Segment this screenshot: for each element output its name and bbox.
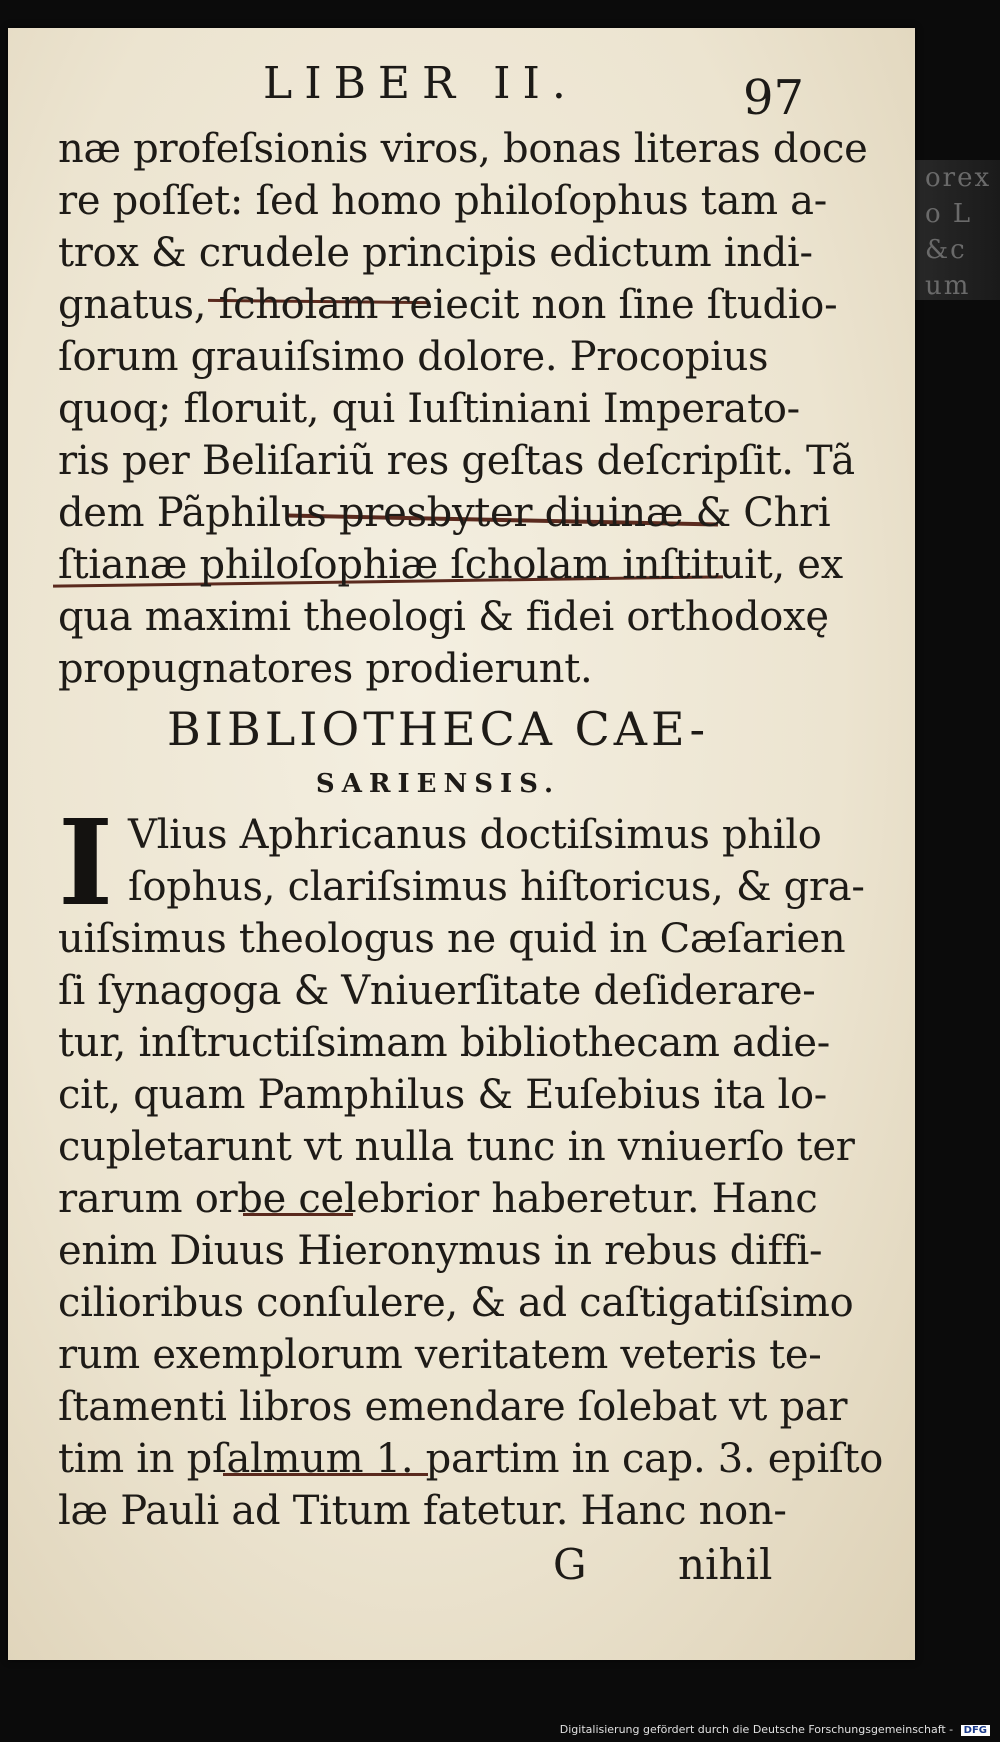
drop-cap-paragraph [58, 793, 865, 932]
text-line: quoq; floruit, qui Iuſtiniani Imperato- [58, 386, 800, 432]
text-line: Vlius Aphricanus doctiſsimus philo [128, 812, 822, 858]
section-subheading: SARIENSIS. [315, 769, 561, 799]
page-footer-marks [58, 1537, 818, 1593]
drop-cap: I [58, 793, 114, 932]
text-line: cupletarunt vt nulla tunc in vniuerſo ter [58, 1124, 855, 1170]
text-line: ſtamenti libros emendare ſolebat vt par [58, 1384, 848, 1430]
text-line: propugnatores prodierunt. [58, 646, 593, 692]
text-line: rum exemplorum veritatem veteris te- [58, 1332, 822, 1378]
adjacent-line: o L [925, 199, 973, 229]
text-line: ſorum grauiſsimo dolore. Procopius [58, 334, 769, 380]
text-line: læ Pauli ad Titum fatetur. Hanc non- [58, 1488, 787, 1534]
text-line: re poſſet: ſed homo philoſophus tam a- [58, 178, 827, 224]
page-number: 97 [743, 70, 805, 126]
text-line: trox & crudele principis edictum indi- [58, 230, 813, 276]
text-line: dem Pãphilus presbyter diuinæ & Chri [58, 490, 831, 536]
main-text [58, 123, 883, 1593]
adjacent-line: &c [925, 235, 967, 265]
text-line: ſophus, clariſsimus hiſtoricus, & gra- [128, 864, 865, 910]
text-line: rarum orbe celebrior haberetur. Hanc [58, 1176, 818, 1222]
adjacent-line: orex [925, 163, 992, 193]
text-line: qua maximi theologi & fidei orthodoxę [58, 594, 829, 640]
book-page [8, 28, 915, 1660]
text-line: cit, quam Pamphilus & Euſebius ita lo- [58, 1072, 827, 1118]
text-line: gnatus, ſcholam reiecit non ſine ſtudio- [58, 282, 838, 328]
text-line: ſtianæ philoſophiæ ſcholam inſtituit, ex [58, 542, 843, 588]
text-line: tur, inſtructiſsimam bibliothecam adie- [58, 1020, 830, 1066]
text-line: ſi ſynagoga & Vniuerſitate deſiderare- [58, 968, 816, 1014]
signature-mark: G [553, 1540, 587, 1589]
page-header [8, 48, 915, 126]
text-line: uiſsimus theologus ne quid in Cæſarien [58, 916, 846, 962]
adjacent-page-fragment [905, 160, 1000, 300]
text-line: ris per Beliſariũ res geſtas deſcripſit. Tã [58, 438, 855, 484]
section-heading: BIBLIOTHECA CAE- [166, 702, 709, 756]
text-line: tim in pſalmum 1. partim in cap. 3. epiſto [58, 1436, 883, 1482]
dfg-logo-icon: DFG [961, 1725, 990, 1736]
catchword: nihil [678, 1540, 773, 1589]
digitization-credit [560, 1723, 990, 1736]
text-line: enim Diuus Hieronymus in rebus diffi- [58, 1228, 823, 1274]
running-title: LIBER II. [263, 58, 578, 109]
text-line: cilioribus conſulere, & ad caſtigatiſsimo [58, 1280, 854, 1326]
credit-text: Digitalisierung gefördert durch die Deutsche Forschungsgemeinschaft - [559, 1723, 954, 1736]
adjacent-line: um [925, 271, 971, 300]
text-line: næ profeſsionis viros, bonas literas doce [58, 126, 868, 172]
